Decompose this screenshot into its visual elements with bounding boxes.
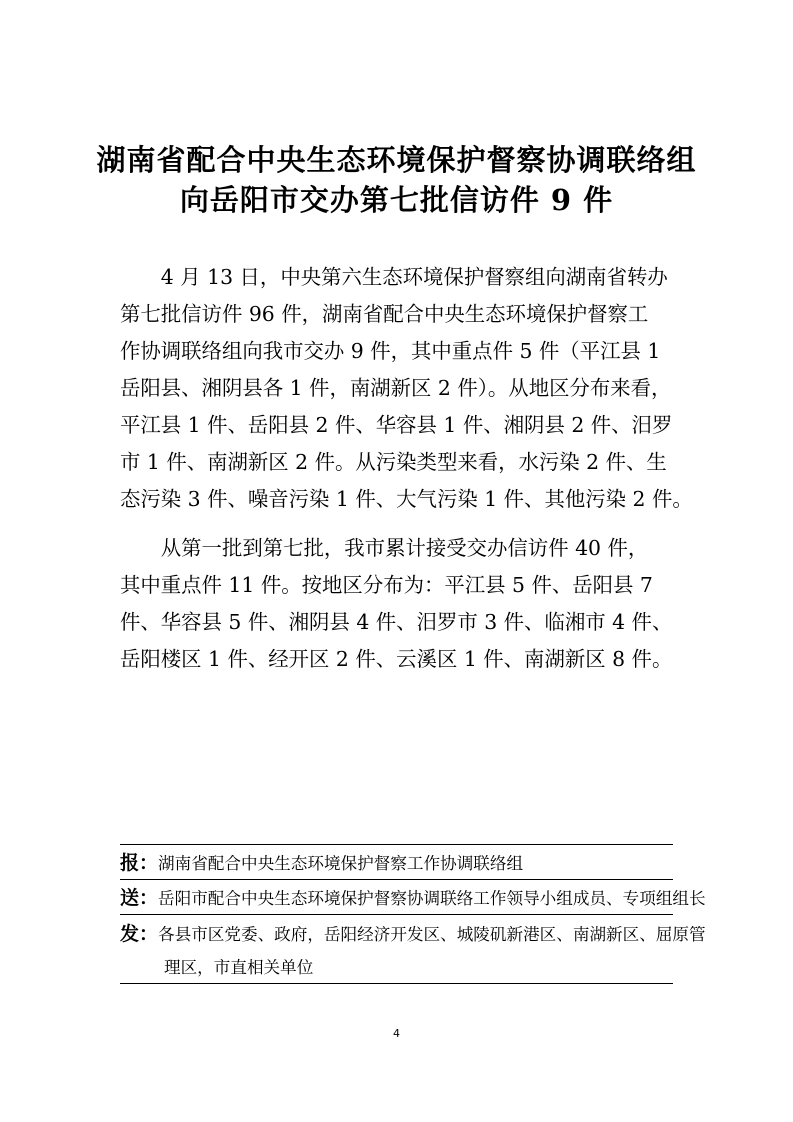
issue-to-line-continued: 理区，市直相关单位 [164, 958, 314, 977]
divider [120, 844, 673, 845]
report-to-line [120, 849, 523, 877]
send-to-label: 送： [120, 887, 159, 909]
paragraph-line: 4 月 13 日，中央第六生态环境保护督察组向湖南省转办 [120, 265, 668, 289]
document-title-line-2: 向岳阳市交办第七批信访件 9 件 [179, 183, 614, 217]
paragraph-line: 件、华容县 5 件、湘阴县 4 件、汨罗市 3 件、临湘市 4 件、 [120, 610, 673, 634]
paragraph-line: 岳阳县、湘阴县各 1 件，南湖新区 2 件）。从地区分布来看， [120, 376, 672, 400]
report-to-label: 报： [120, 852, 159, 874]
paragraph-line: 从第一批到第七批，我市累计接受交办信访件 40 件， [120, 536, 649, 560]
divider [120, 983, 673, 984]
issue-to-text: 各县市区党委、政府，岳阳经济开发区、城陵矶新港区、南湖新区、屈原管 [158, 925, 706, 944]
send-to-line [120, 884, 706, 912]
paragraph-line: 其中重点件 11 件。按地区分布为：平江县 5 件、岳阳县 7 [120, 573, 653, 597]
paragraph-line: 作协调联络组向我市交办 9 件，其中重点件 5 件（平江县 1 [120, 339, 661, 363]
document-title-line-1: 湖南省配合中央生态环境保护督察协调联络组 [96, 143, 697, 177]
paragraph-line: 态污染 3 件、噪音污染 1 件、大气污染 1 件、其他污染 2 件。 [120, 487, 693, 511]
report-to-text: 湖南省配合中央生态环境保护督察工作协调联络组 [158, 854, 524, 873]
issue-to-label: 发： [120, 923, 159, 945]
paragraph-line: 岳阳楼区 1 件、经开区 2 件、云溪区 1 件、南湖新区 8 件。 [120, 647, 673, 671]
paragraph-line: 平江县 1 件、岳阳县 2 件、华容县 1 件、湘阴县 2 件、汨罗 [120, 413, 673, 437]
issue-to-line [120, 920, 706, 948]
divider [120, 914, 673, 915]
paragraph-line: 第七批信访件 96 件，湖南省配合中央生态环境保护督察工 [120, 302, 649, 326]
page-number: 4 [393, 1027, 400, 1040]
paragraph-line: 市 1 件、南湖新区 2 件。从污染类型来看，水污染 2 件、生 [120, 450, 667, 474]
send-to-text: 岳阳市配合中央生态环境保护督察协调联络工作领导小组成员、专项组组长 [158, 889, 706, 908]
divider [120, 879, 673, 880]
